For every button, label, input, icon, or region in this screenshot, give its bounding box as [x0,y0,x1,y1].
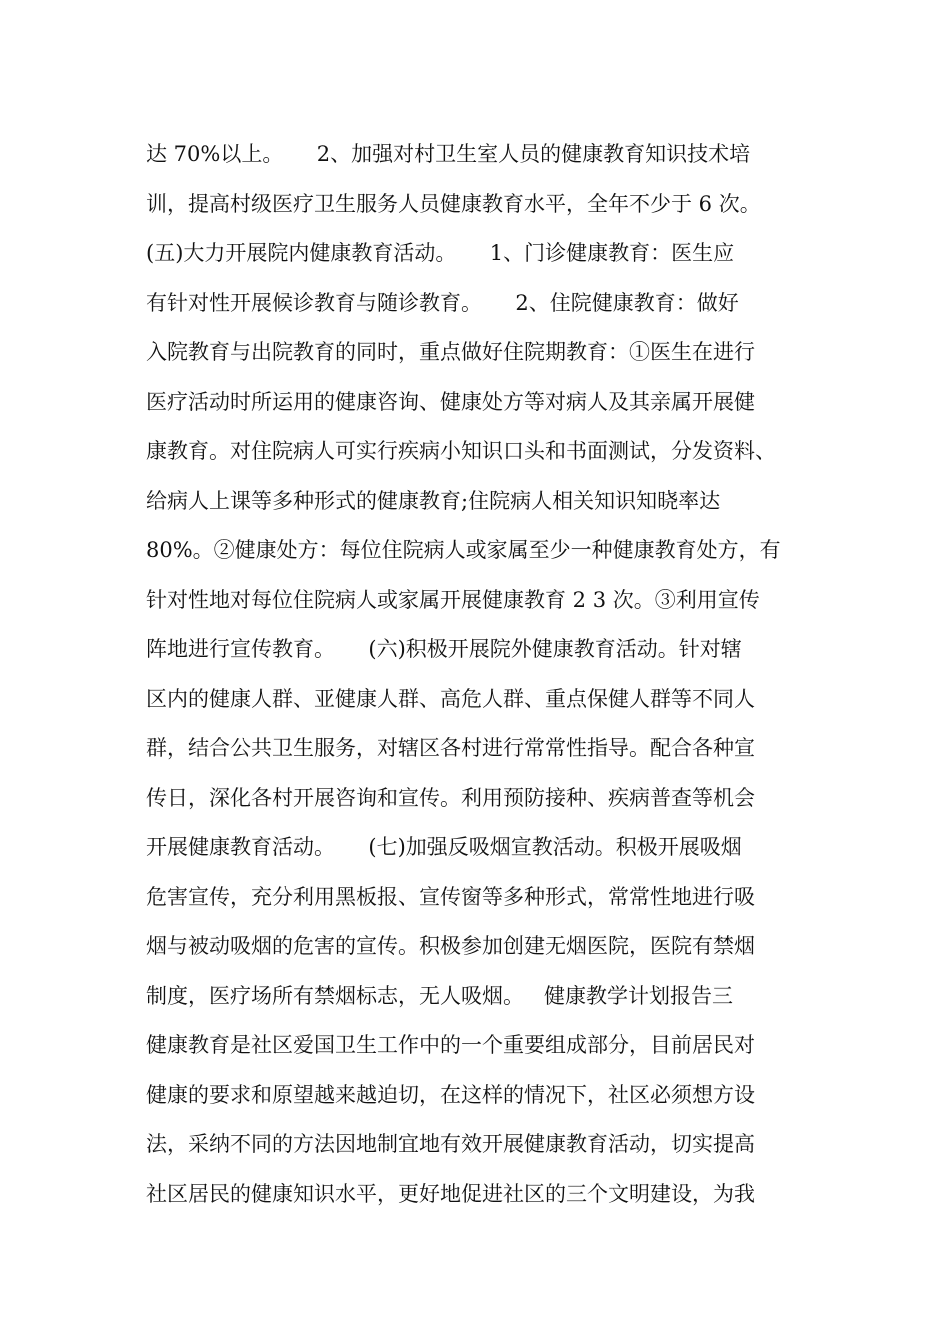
text-line: 给病人上课等多种形式的健康教育;住院病人相关知识知晓率达 [146,488,721,513]
text-line: 传日，深化各村开展咨询和宣传。利用预防接种、疾病普查等机会 [146,785,755,810]
text-line: 健康的要求和原望越来越迫切，在这样的情况下，社区必须想方设 [146,1082,755,1107]
text-line: 医疗活动时所运用的健康咨询、健康处方等对病人及其亲属开展健 [146,389,755,414]
text-line: 烟与被动吸烟的危害的宣传。积极参加创建无烟医院，医院有禁烟 [146,934,755,958]
text-line: 训，提高村级医疗卫生服务人员健康教育水平，全年不少于 6 次。 [146,191,761,216]
text-line: 区内的健康人群、亚健康人群、高危人群、重点保健人群等不同人 [146,686,755,711]
text-line: 制度，医疗场所有禁烟标志，无人吸烟。 健康教学计划报告三 [146,983,734,1008]
text-line: 80%。②健康处方：每位住院病人或家属至少一种健康教育处方，有 [146,538,781,562]
text-line: 有针对性开展候诊教育与随诊教育。 2、住院健康教育：做好 [146,290,739,315]
text-line: 阵地进行宣传教育。 (六)积极开展院外健康教育活动。针对辖 [146,637,742,661]
text-line: 针对性地对每位住院病人或家属开展健康教育 2 3 次。③利用宣传 [146,587,760,612]
text-line: 达 70%以上。 2、加强对村卫生室人员的健康教育知识技术培 [146,142,751,166]
text-line: 社区居民的健康知识水平，更好地促进社区的三个文明建设，为我 [146,1181,755,1206]
text-line: 危害宣传，充分利用黑板报、宣传窗等多种形式，常常性地进行吸 [146,884,755,909]
body-text [146,130,826,1219]
text-line: 法，采纳不同的方法因地制宜地有效开展健康教育活动，切实提高 [146,1132,755,1156]
text-line: 康教育。对住院病人可实行疾病小知识口头和书面测试，分发资料、 [146,439,776,463]
text-line: 健康教育是社区爱国卫生工作中的一个重要组成部分，目前居民对 [146,1033,755,1057]
text-line: 群，结合公共卫生服务，对辖区各村进行常常性指导。配合各种宣 [146,736,755,760]
text-line: 入院教育与出院教育的同时，重点做好住院期教育：①医生在进行 [146,340,755,364]
text-line: (五)大力开展院内健康教育活动。 1、门诊健康教育：医生应 [146,241,735,265]
text-line: 开展健康教育活动。 (七)加强反吸烟宣教活动。积极开展吸烟 [146,835,742,859]
